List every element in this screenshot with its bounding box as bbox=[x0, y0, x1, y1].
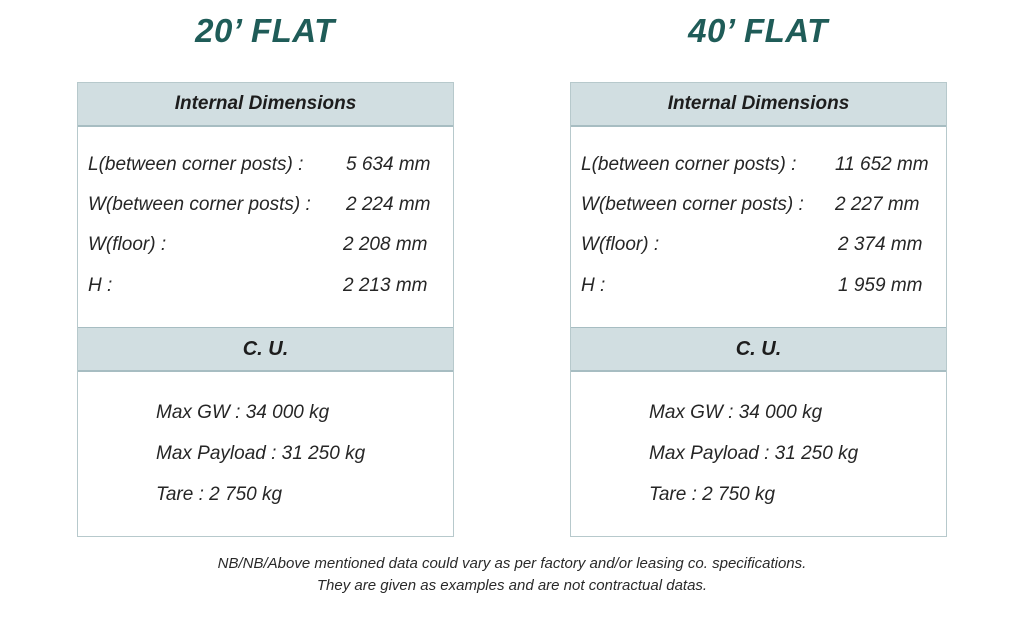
dimension-label: W(between corner posts) : bbox=[581, 194, 804, 215]
internal-dimensions-header: Internal Dimensions bbox=[571, 83, 946, 127]
footnote-line-2: They are given as examples and are not contractual datas. bbox=[316, 577, 708, 594]
dimension-row bbox=[88, 231, 443, 259]
dimension-label: L(between corner posts) : bbox=[88, 154, 304, 175]
dimension-row bbox=[581, 231, 936, 259]
dimension-row bbox=[581, 151, 936, 179]
dimension-row bbox=[88, 151, 443, 179]
internal-dimensions-header: Internal Dimensions bbox=[78, 83, 453, 127]
dimension-row bbox=[88, 191, 443, 219]
dimension-label: H : bbox=[581, 275, 606, 296]
max-gw: Max GW : 34 000 kg bbox=[649, 402, 823, 423]
tare: Tare : 2 750 kg bbox=[649, 484, 776, 505]
title-20-flat: 20’ FLAT bbox=[195, 12, 335, 49]
dimension-label: W(floor) : bbox=[88, 234, 167, 255]
dimension-value: 2 224 mm bbox=[346, 194, 431, 215]
title-40-flat: 40’ FLAT bbox=[688, 12, 828, 49]
dimension-row bbox=[581, 191, 936, 219]
dimension-row bbox=[88, 272, 443, 300]
card-20-flat bbox=[77, 82, 454, 537]
dimension-value: 2 213 mm bbox=[343, 275, 428, 296]
tare: Tare : 2 750 kg bbox=[156, 484, 283, 505]
max-gw: Max GW : 34 000 kg bbox=[156, 402, 330, 423]
dimension-label: H : bbox=[88, 275, 113, 296]
dimension-value: 5 634 mm bbox=[346, 154, 431, 175]
cu-header: C. U. bbox=[571, 327, 946, 372]
dimension-label: W(floor) : bbox=[581, 234, 660, 255]
dimension-value: 2 374 mm bbox=[838, 234, 923, 255]
dimension-value: 2 227 mm bbox=[835, 194, 920, 215]
dimension-value: 11 652 mm bbox=[835, 154, 929, 175]
footnote-line-1: NB/NB/Above mentioned data could vary as per factory and/or leasing co. specifications. bbox=[217, 555, 807, 572]
card-40-flat bbox=[570, 82, 947, 537]
max-payload: Max Payload : 31 250 kg bbox=[649, 443, 859, 464]
dimension-value: 2 208 mm bbox=[343, 234, 428, 255]
dimension-row bbox=[581, 272, 936, 300]
dimension-value: 1 959 mm bbox=[838, 275, 923, 296]
max-payload: Max Payload : 31 250 kg bbox=[156, 443, 366, 464]
cu-header: C. U. bbox=[78, 327, 453, 372]
dimension-label: L(between corner posts) : bbox=[581, 154, 797, 175]
dimension-label: W(between corner posts) : bbox=[88, 194, 311, 215]
